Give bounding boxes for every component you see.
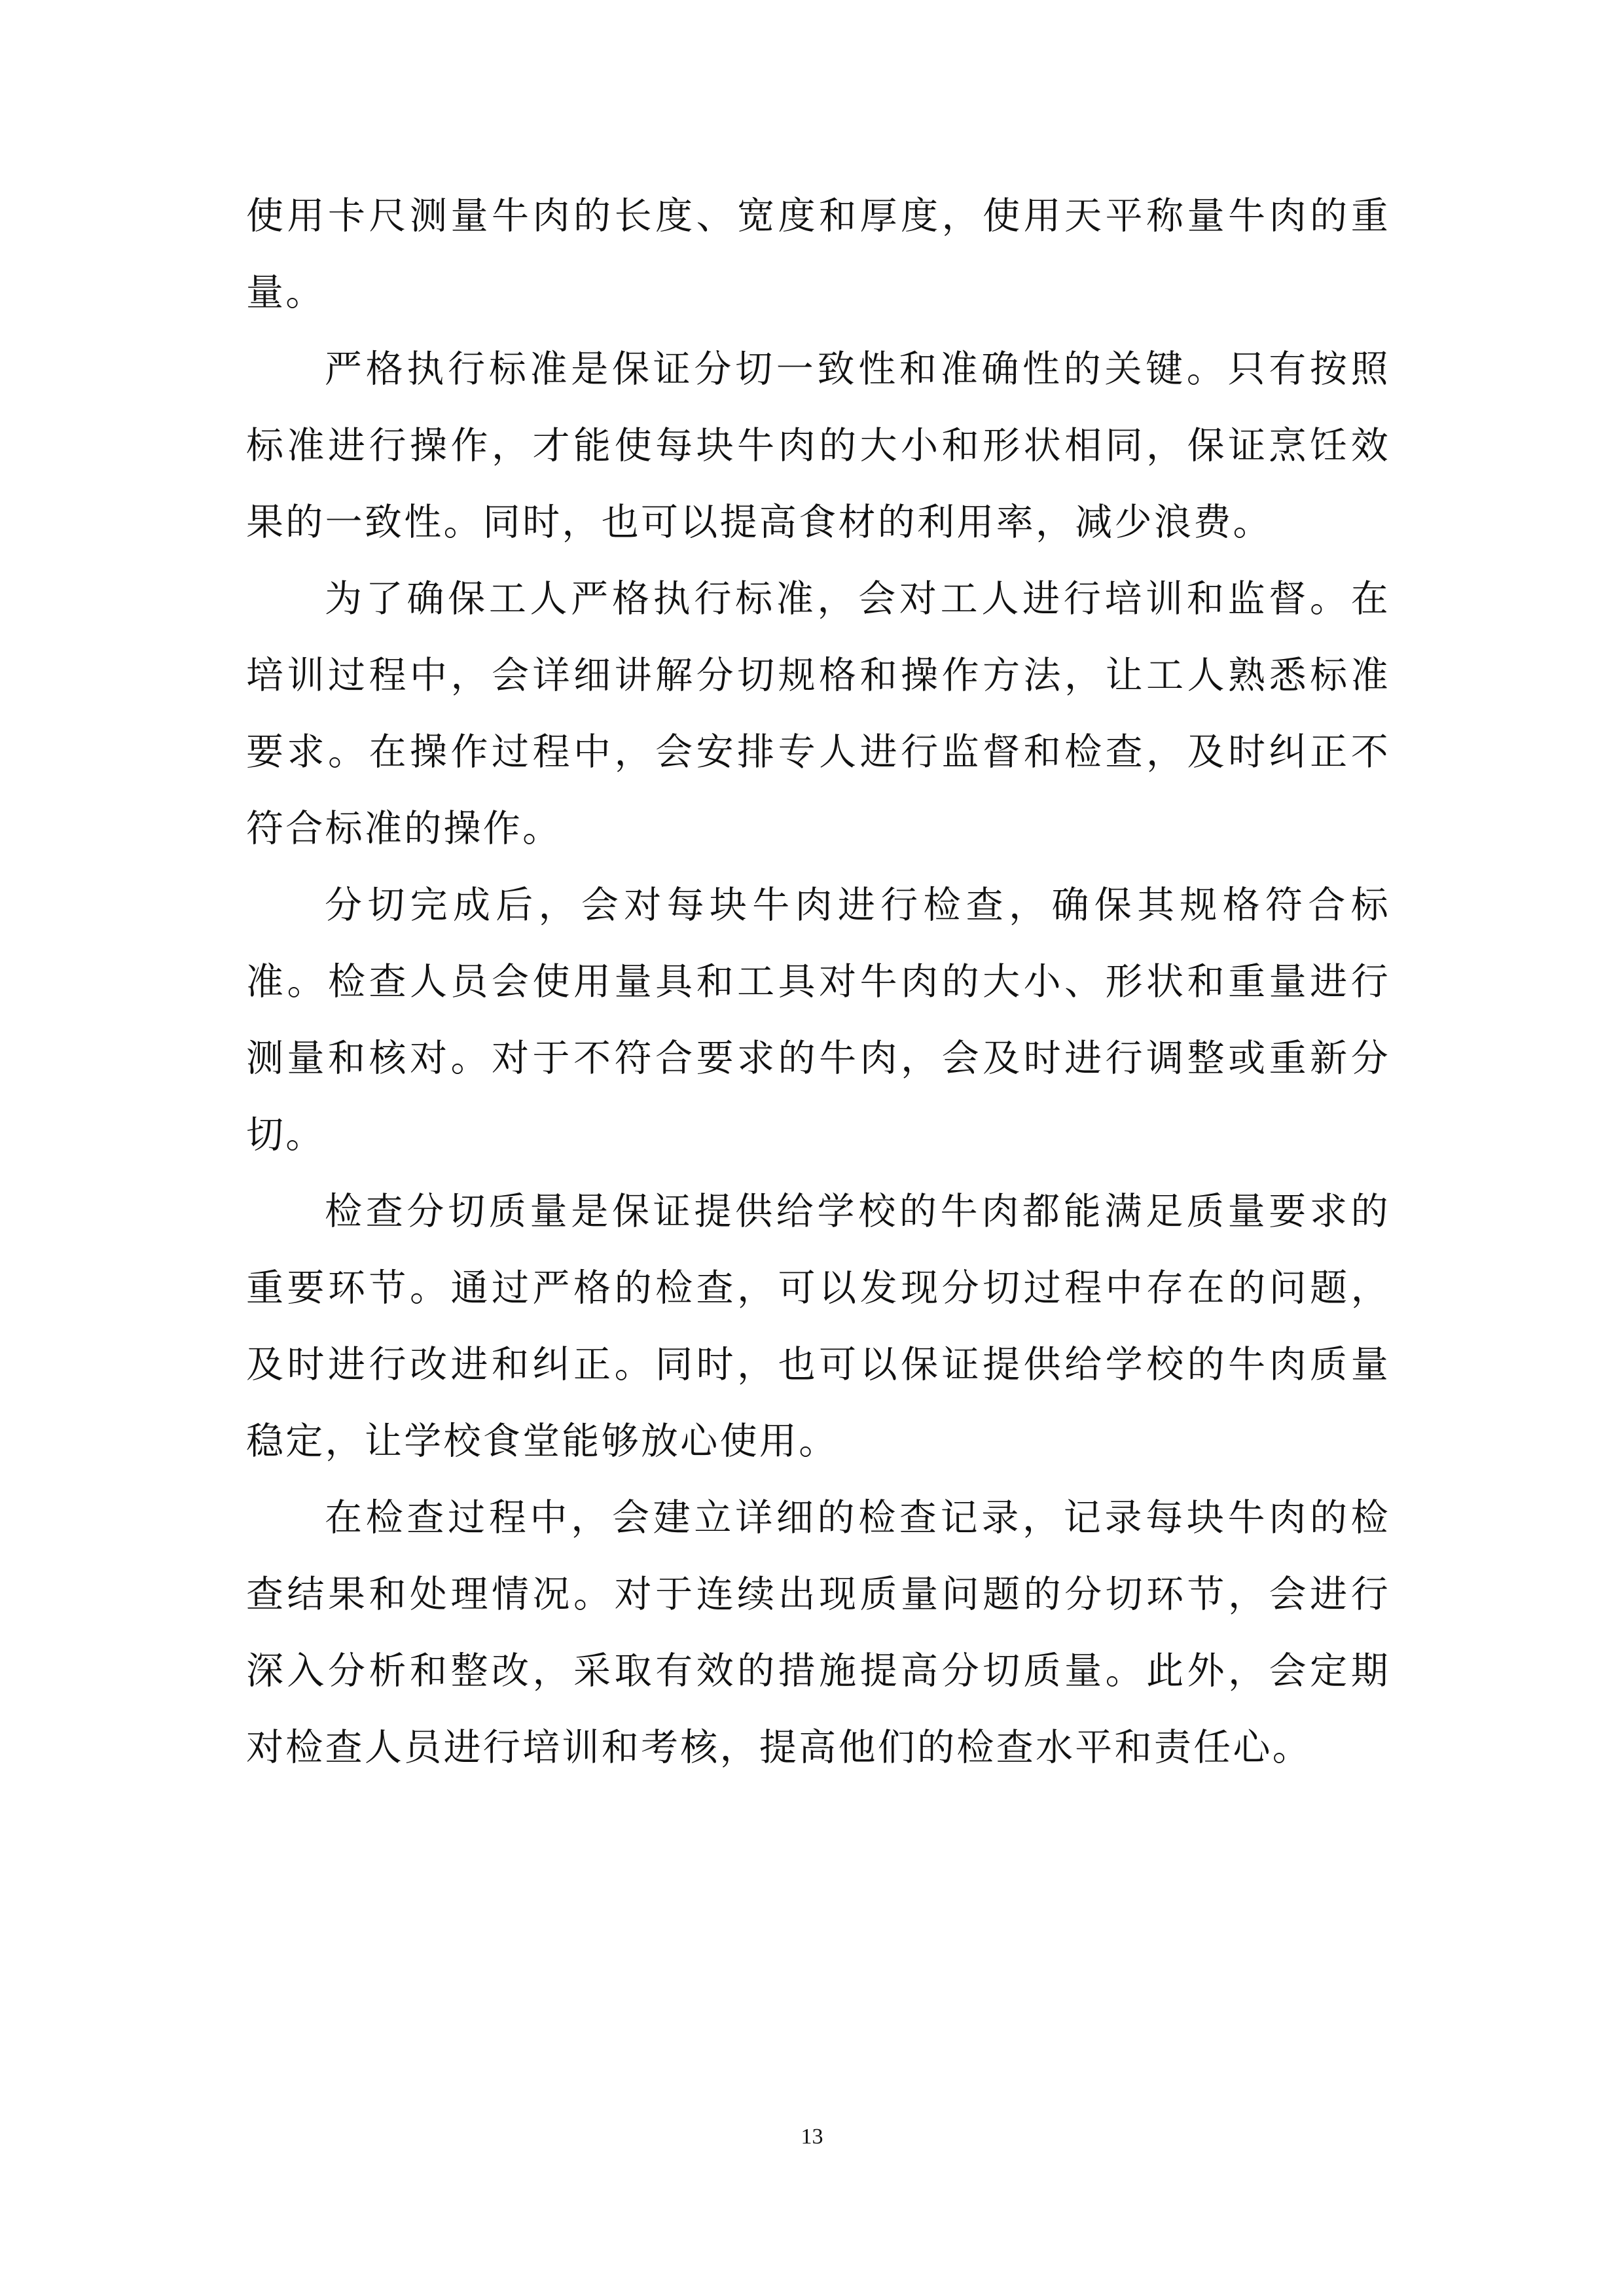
- body-text: [246, 178, 1390, 1786]
- paragraph-training: 为了确保工人严格执行标准，会对工人进行培训和监督。在培训过程中，会详细讲解分切规格和操作方法，让工人熟悉标准要求。在操作过程中，会安排专人进行监督和检查，及时纠正不符合标准的操作。: [246, 577, 1390, 850]
- paragraph-continuation: 使用卡尺测量牛肉的长度、宽度和厚度，使用天平称量牛肉的重量。: [246, 194, 1390, 314]
- paragraph-inspection: 分切完成后，会对每块牛肉进行检查，确保其规格符合标准。检查人员会使用量具和工具对牛肉的大小、形状和重量进行测量和核对。对于不符合要求的牛肉，会及时进行调整或重新分切。: [246, 884, 1390, 1157]
- paragraph-quality: 检查分切质量是保证提供给学校的牛肉都能满足质量要求的重要环节。通过严格的检查，可以发现分切过程中存在的问题，及时进行改进和纠正。同时，也可以保证提供给学校的牛肉质量稳定，让学校食堂能够放心使用。: [246, 1190, 1390, 1463]
- page-number: 13: [801, 2125, 823, 2149]
- paragraph-standards: 严格执行标准是保证分切一致性和准确性的关键。只有按照标准进行操作，才能使每块牛肉的大小和形状相同，保证烹饪效果的一致性。同时，也可以提高食材的利用率，减少浪费。: [246, 348, 1390, 544]
- paragraph-records: 在检查过程中，会建立详细的检查记录，记录每块牛肉的检查结果和处理情况。对于连续出现质量问题的分切环节，会进行深入分析和整改，采取有效的措施提高分切质量。此外，会定期对检查人员进行培训和考核，提高他们的检查水平和责任心。: [246, 1496, 1390, 1769]
